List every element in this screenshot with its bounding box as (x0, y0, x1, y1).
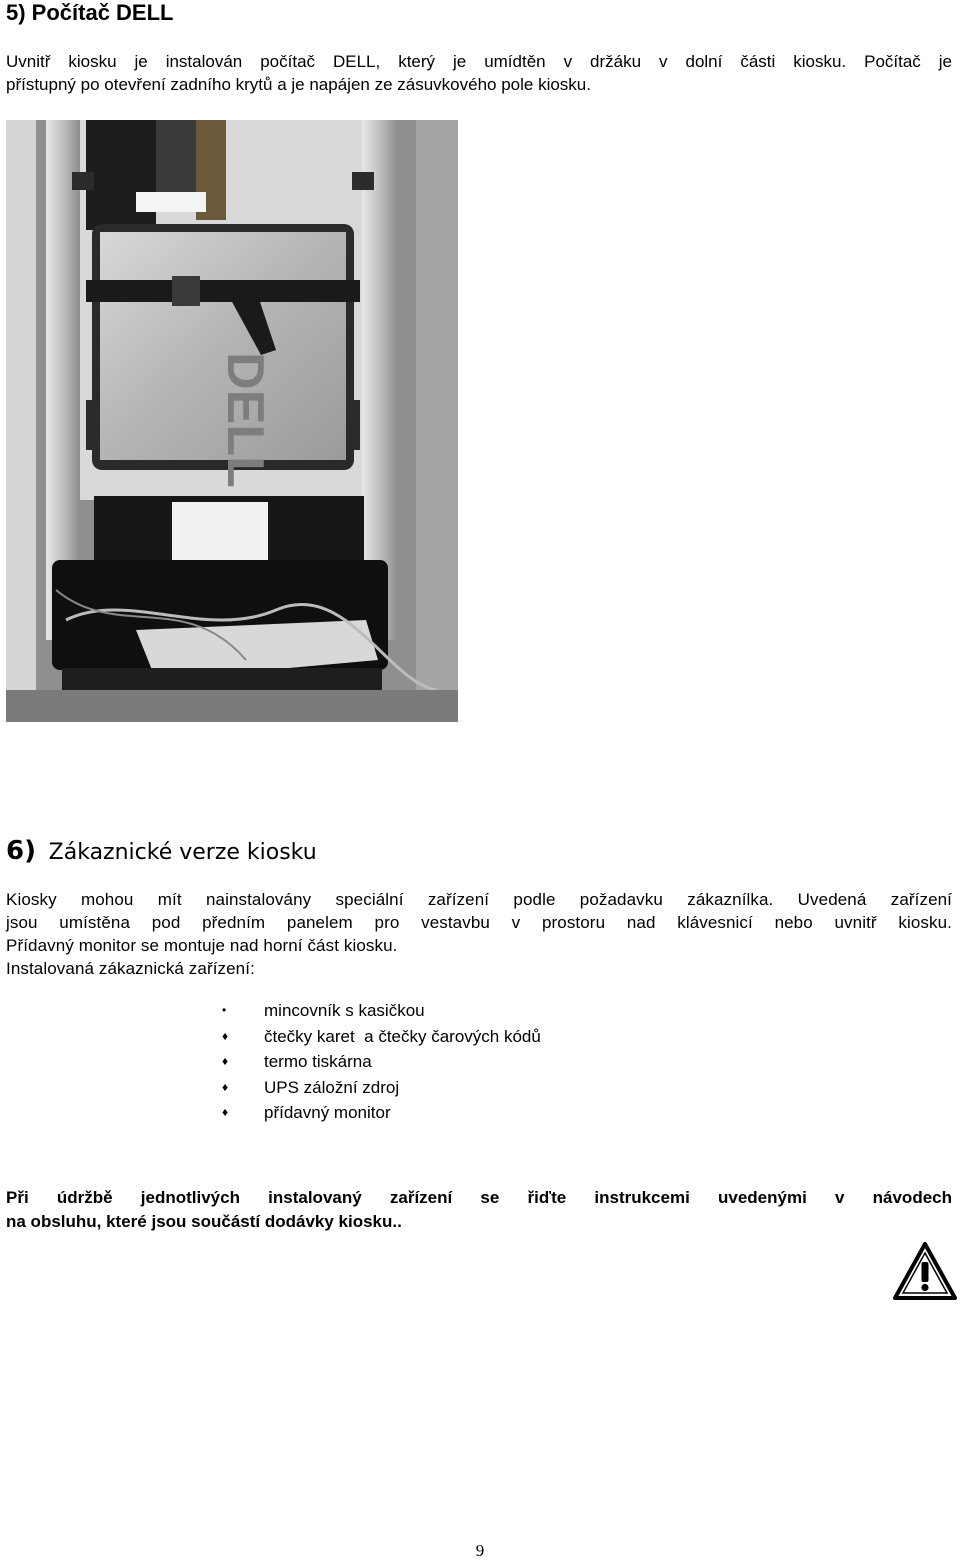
list-item-text: přídavný monitor (264, 1103, 391, 1122)
section-6-number: 6) (6, 836, 36, 866)
list-item-text: UPS záložní zdroj (264, 1077, 400, 1097)
list-item-text: mincovník s kasičkou (264, 1001, 425, 1020)
section-6-paragraph (6, 888, 952, 980)
paragraph-line: Přídavný monitor se montuje nad horní část kiosku. (6, 936, 398, 955)
list-item (222, 998, 541, 1024)
dell-logo-text: DELL (216, 352, 274, 488)
notice-line: Při údržbě jednotlivých instalovaný zařízení se řiďte instrukcemi uvedenými v návodech (6, 1188, 952, 1207)
photo-illustration (6, 120, 458, 722)
bullet-diamond-icon: ♦ (222, 1105, 229, 1119)
notice-line: na obsluhu, které jsou součástí dodávky kiosku.. (6, 1212, 402, 1231)
bullet-diamond-icon: ♦ (222, 1079, 229, 1094)
maintenance-notice (6, 1186, 952, 1234)
section-6-heading (6, 836, 317, 868)
warning-triangle-icon (892, 1240, 958, 1302)
bullet-diamond-icon: ♦ (222, 1054, 229, 1068)
list-item (222, 1024, 541, 1050)
list-item-text: čtečky karet a čtečky čarových kódů (264, 1026, 541, 1046)
bullet-dot-icon: • (222, 1003, 227, 1017)
list-item (222, 1049, 541, 1075)
paragraph-line: Uvnitř kiosku je instalován počítač DELL, který je umídtěn v držáku v dolní části kiosku. Počítač je (6, 52, 952, 71)
list-item-text: termo tiskárna (264, 1052, 372, 1071)
bullet-diamond-icon: ♦ (222, 1028, 229, 1043)
customer-devices-list (222, 998, 541, 1126)
paragraph-line: jsou umístěna pod předním panelem pro vestavbu v prostoru nad klávesnicí nebo uvnitř kiosku. (6, 913, 952, 932)
page-number: 9 (475, 1541, 485, 1560)
section-6-title: Zákaznické verze kiosku (48, 840, 317, 865)
list-item (222, 1075, 541, 1101)
section-5-paragraph (6, 50, 952, 96)
section-5-heading: 5) Počítač DELL (6, 0, 174, 25)
dell-computer-photo (6, 120, 458, 722)
paragraph-line: Kiosky mohou mít nainstalovány speciální zařízení podle požadavku zákaznílka. Uvedená zařízení (6, 890, 952, 909)
paragraph-line: přístupný po otevření zadního krytů a je napájen ze zásuvkového pole kiosku. (6, 75, 591, 94)
list-item (222, 1100, 541, 1126)
paragraph-line: Instalovaná zákaznická zařízení: (6, 959, 255, 978)
